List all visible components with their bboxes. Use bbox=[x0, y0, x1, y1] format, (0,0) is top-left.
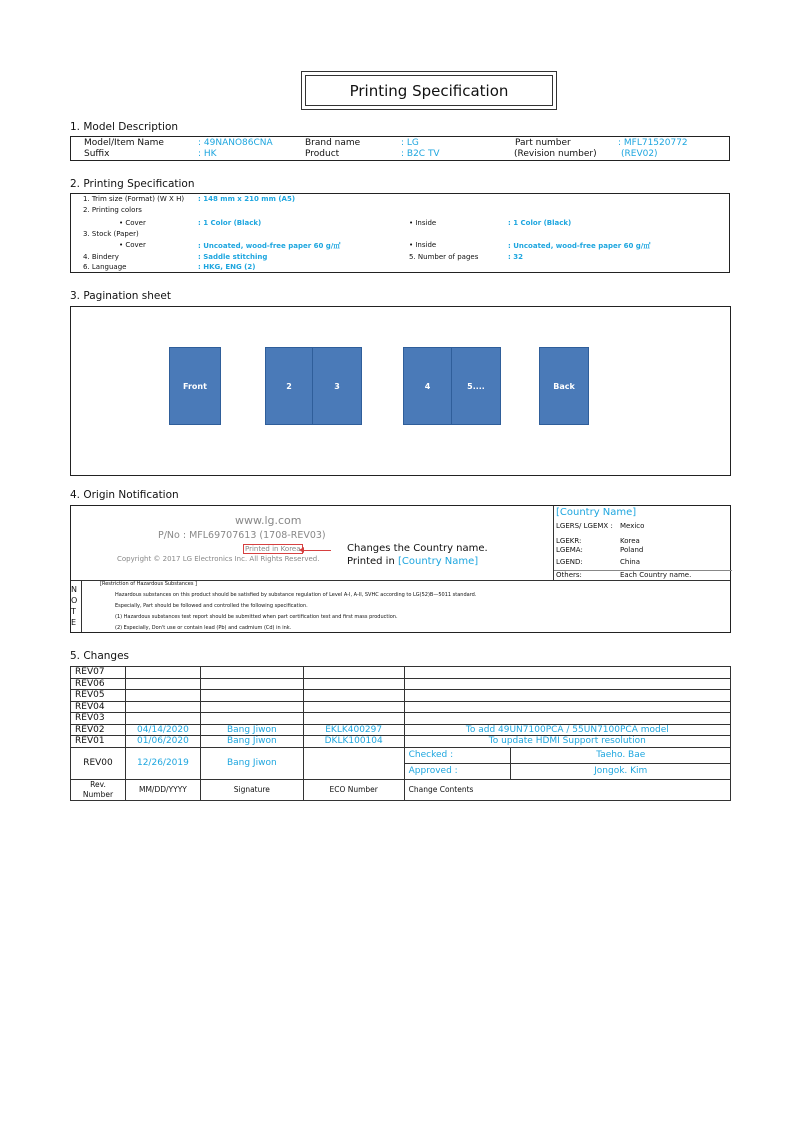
rev-cell: REV02 bbox=[71, 724, 126, 736]
country-name: Mexico bbox=[620, 522, 645, 530]
rev-cell: REV06 bbox=[71, 678, 126, 690]
country-name: China bbox=[620, 558, 640, 566]
checked-label: Checked : bbox=[404, 747, 511, 763]
brand-label: Brand name bbox=[305, 138, 361, 148]
country-name: Poland bbox=[620, 546, 644, 554]
table-header-row bbox=[71, 779, 731, 800]
stock-cover-value: : Uncoated, wood-free paper 60 g/㎡ bbox=[198, 242, 341, 250]
arrow-head-icon bbox=[299, 547, 304, 553]
table-row bbox=[71, 724, 731, 736]
table-row bbox=[71, 678, 731, 690]
suffix-value: : HK bbox=[198, 149, 217, 159]
pages-value: : 32 bbox=[508, 253, 523, 261]
signature-cell: Bang Jiwon bbox=[200, 724, 303, 736]
country-code: LGEMA: bbox=[556, 546, 583, 554]
printed-in-korea: Printed in Korea bbox=[245, 545, 301, 553]
language-value: : HKG, ENG (2) bbox=[198, 263, 256, 271]
cover-color-value: : 1 Color (Black) bbox=[198, 219, 262, 227]
revision-number-label: (Revision number) bbox=[514, 149, 597, 159]
table-row bbox=[71, 747, 731, 763]
signature-cell: Bang Jiwon bbox=[200, 747, 303, 779]
trim-label: 1. Trim size (Format) (W X H) bbox=[83, 195, 185, 203]
table-row bbox=[71, 713, 731, 725]
approved-label: Approved : bbox=[404, 763, 511, 779]
note-line: (2) Especially, Don't use or contain lead (Pb) and cadmium (Cd) in ink. bbox=[115, 625, 292, 631]
date-cell: 12/26/2019 bbox=[125, 747, 200, 779]
eco-cell: EKLK400297 bbox=[303, 724, 404, 736]
header-signature: Signature bbox=[200, 779, 303, 800]
arrow-line bbox=[301, 550, 331, 551]
country-list bbox=[553, 506, 732, 580]
table-row bbox=[71, 690, 731, 702]
note-letters bbox=[71, 581, 82, 632]
stock-cover-label: • Cover bbox=[119, 241, 146, 249]
section-5-heading: 5. Changes bbox=[70, 650, 130, 662]
page-front: Front bbox=[169, 347, 221, 425]
country-name: Korea bbox=[620, 537, 640, 545]
copyright-text: Copyright © 2017 LG Electronics Inc. All Rights Reserved. bbox=[117, 555, 320, 563]
section-1-heading: 1. Model Description bbox=[70, 121, 179, 133]
country-code: LGEKR: bbox=[556, 537, 582, 545]
page-5: 5.... bbox=[451, 347, 501, 425]
www-text: www.lg.com bbox=[235, 514, 302, 527]
rev-cell: REV01 bbox=[71, 736, 126, 748]
rev-cell: REV07 bbox=[71, 667, 126, 679]
part-number-text: P/No : MFL69707613 (1708-REV03) bbox=[158, 530, 326, 541]
content-cell: To update HDMI Support resolution bbox=[404, 736, 730, 748]
product-label: Product bbox=[305, 149, 340, 159]
language-label: 6. Language bbox=[83, 263, 127, 271]
date-cell: 04/14/2020 bbox=[125, 724, 200, 736]
signature-cell: Bang Jiwon bbox=[200, 736, 303, 748]
table-row bbox=[71, 667, 731, 679]
eco-cell bbox=[303, 747, 404, 779]
changes-table bbox=[70, 666, 731, 801]
brand-value: : LG bbox=[401, 138, 419, 148]
model-label: Model/Item Name bbox=[84, 138, 164, 148]
note-line: Hazardous substances on this product should be satisfied by substance regulation of Level A-I, A-II, SVHC according to LG(52)B—5011 standard. bbox=[115, 592, 477, 598]
header-date: MM/DD/YYYY bbox=[125, 779, 200, 800]
stock-inside-label: • Inside bbox=[409, 241, 437, 249]
section-4-heading: 4. Origin Notification bbox=[70, 489, 179, 501]
page-back: Back bbox=[539, 347, 589, 425]
header-rev: Rev. Number bbox=[71, 779, 126, 800]
pagination-sheet-box bbox=[70, 306, 731, 476]
cover-label: • Cover bbox=[119, 219, 146, 227]
part-label: Part number bbox=[515, 138, 571, 148]
page-2: 2 bbox=[265, 347, 313, 425]
country-code: LGEND: bbox=[556, 558, 583, 566]
country-code: LGERS/ LGEMX : bbox=[556, 522, 613, 530]
bindery-value: : Saddle stitching bbox=[198, 253, 268, 261]
note-letter: O bbox=[71, 596, 78, 605]
model-value: : 49NANO86CNA bbox=[198, 138, 273, 148]
note-line: Especially, Part should be followed and controlled the following specification. bbox=[115, 603, 308, 609]
table-row bbox=[71, 701, 731, 713]
header-content: Change Contents bbox=[404, 779, 730, 800]
suffix-label: Suffix bbox=[84, 149, 110, 159]
changes-country-text: Changes the Country name. bbox=[347, 543, 488, 554]
table-row bbox=[71, 736, 731, 748]
stock-inside-value: : Uncoated, wood-free paper 60 g/㎡ bbox=[508, 242, 651, 250]
printing-spec-box bbox=[70, 193, 730, 273]
note-line: [Restriction of Hazardous Substances ] bbox=[100, 581, 197, 587]
rev-cell: REV00 bbox=[71, 747, 126, 779]
date-cell: 01/06/2020 bbox=[125, 736, 200, 748]
revision-number-value: (REV02) bbox=[621, 149, 658, 159]
part-value: : MFL71520772 bbox=[618, 138, 688, 148]
colors-label: 2. Printing colors bbox=[83, 206, 142, 214]
note-letter: T bbox=[71, 607, 76, 616]
header-eco: ECO Number bbox=[303, 779, 404, 800]
country-code: Others: bbox=[556, 571, 582, 579]
country-list-title: [Country Name] bbox=[556, 507, 637, 518]
page-4: 4 bbox=[403, 347, 452, 425]
note-letter: N bbox=[71, 585, 77, 594]
note-line: (1) Hazardous substances test report should be submitted when part certification test and first mass production. bbox=[115, 614, 398, 620]
content-cell: To add 49UN7100PCA / 55UN7100PCA model bbox=[404, 724, 730, 736]
inside-label: • Inside bbox=[409, 219, 437, 227]
stock-label: 3. Stock (Paper) bbox=[83, 230, 139, 238]
inside-color-value: : 1 Color (Black) bbox=[508, 219, 572, 227]
title-box bbox=[301, 71, 557, 110]
checked-value: Taeho. Bae bbox=[511, 747, 731, 763]
rev-cell: REV03 bbox=[71, 713, 126, 725]
trim-value: : 148 mm x 210 mm (A5) bbox=[198, 195, 296, 203]
approved-value: Jongok. Kim bbox=[511, 763, 731, 779]
page-3: 3 bbox=[312, 347, 362, 425]
page-title: Printing Specification bbox=[305, 75, 553, 106]
section-3-heading: 3. Pagination sheet bbox=[70, 290, 171, 302]
note-letter: E bbox=[71, 618, 77, 627]
section-2-heading: 2. Printing Specification bbox=[70, 178, 195, 190]
rev-cell: REV05 bbox=[71, 690, 126, 702]
country-name: Each Country name. bbox=[620, 571, 692, 579]
bindery-label: 4. Bindery bbox=[83, 253, 119, 261]
origin-notification-box bbox=[70, 505, 731, 633]
model-description-box bbox=[70, 136, 730, 161]
pages-label: 5. Number of pages bbox=[409, 253, 479, 261]
printed-in-country-text: Printed in [Country Name] bbox=[347, 556, 479, 567]
product-value: : B2C TV bbox=[401, 149, 440, 159]
rev-cell: REV04 bbox=[71, 701, 126, 713]
eco-cell: DKLK100104 bbox=[303, 736, 404, 748]
